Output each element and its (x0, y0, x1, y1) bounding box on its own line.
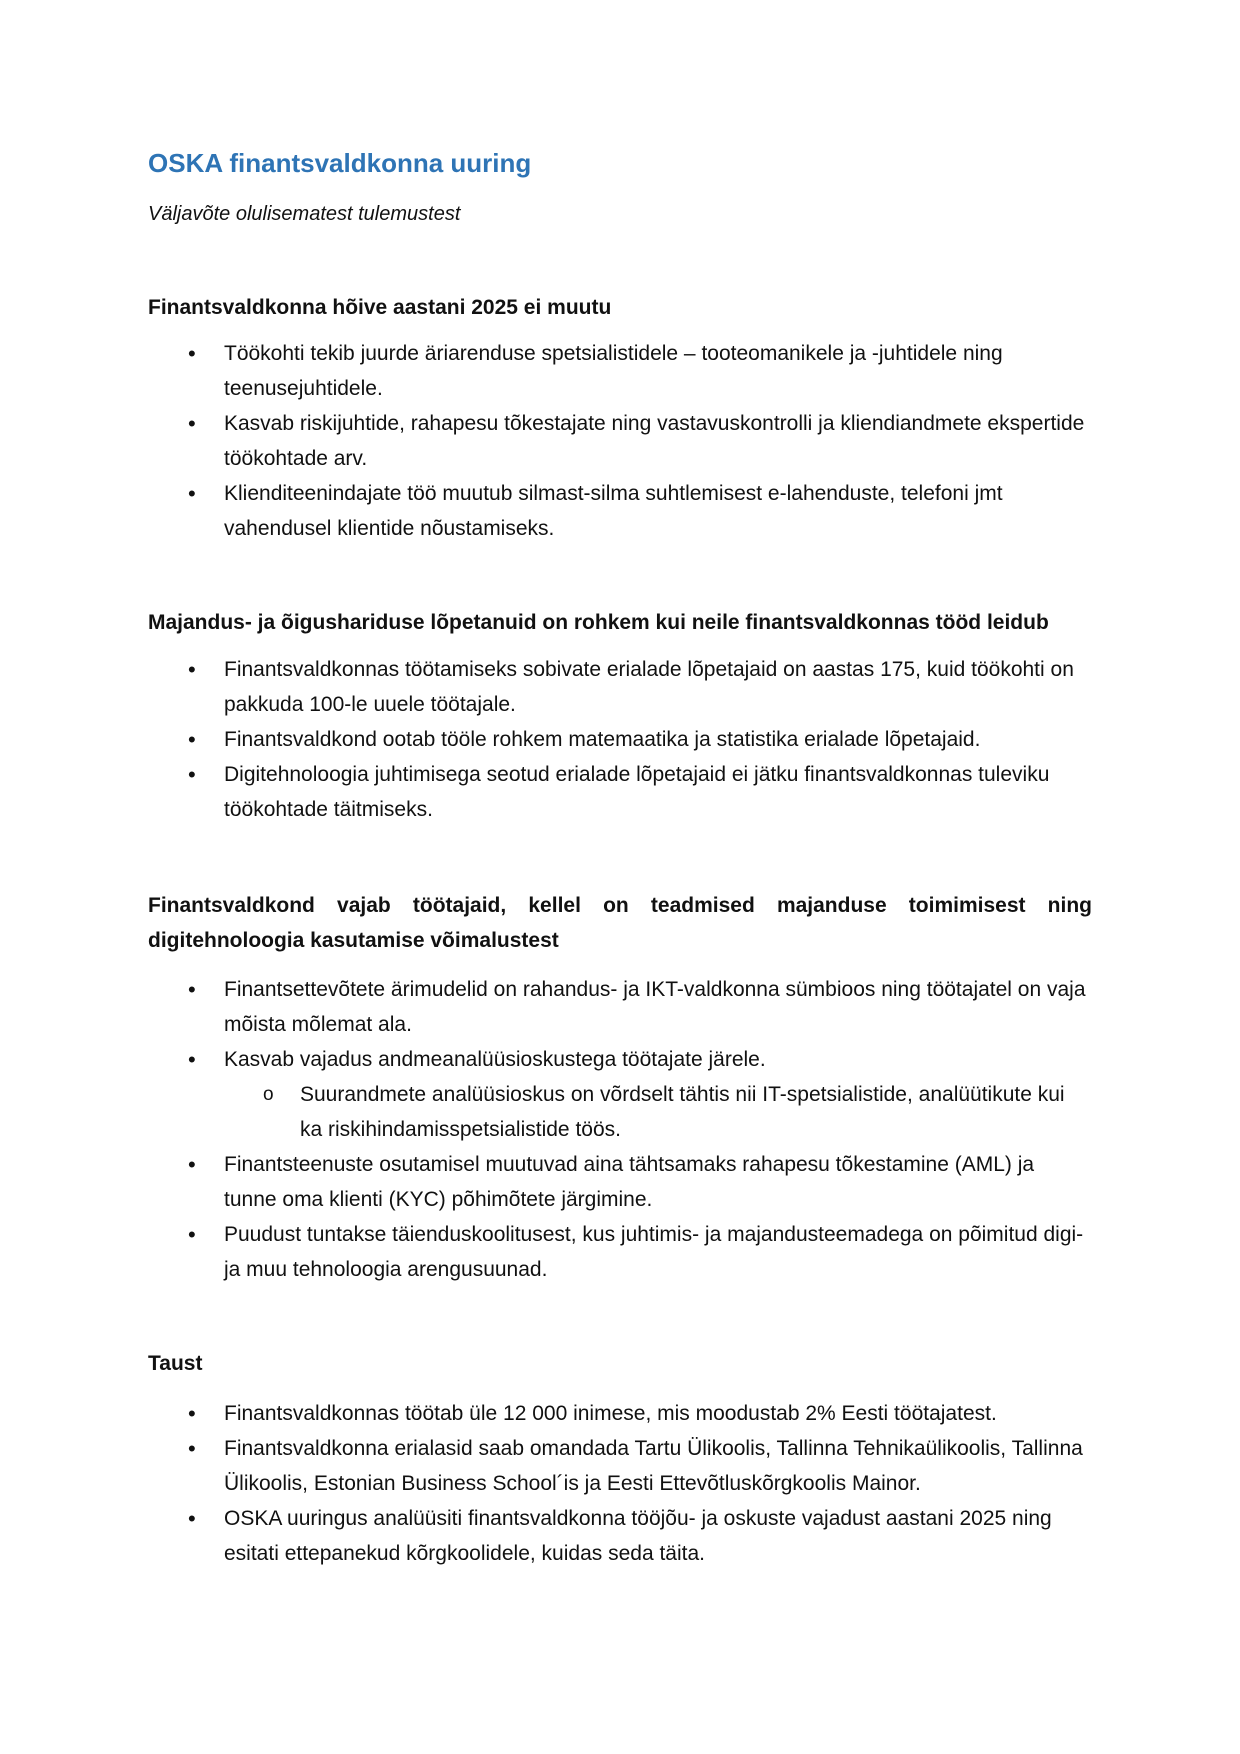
section-list-graduates (0, 652, 1092, 827)
bullet-icon: • (188, 341, 196, 366)
list-item: • Finantsvaldkonnas töötab üle 12 000 inimese, mis moodustab 2% Eesti töötajatest. (224, 1396, 1092, 1431)
section-heading-employment: Finantsvaldkonna hõive aastani 2025 ei muutu (148, 296, 612, 319)
bullet-icon: • (188, 1152, 196, 1177)
list-item: • Finantsvaldkonnas töötamiseks sobivate erialade lõpetajaid on aastas 175, kuid töökohti on pakkuda 100-le uuele töötajale. (224, 652, 1092, 722)
section-heading-skills: Finantsvaldkond vajab töötajaid, kellel on teadmised majanduse toimimisest ning digitehnoloogia kasutamise võimalustest (148, 894, 1092, 952)
section-list-employment (0, 336, 1092, 546)
list-item: • Kasvab riskijuhtide, rahapesu tõkestajate ning vastavuskontrolli ja kliendiandmete ekspertide töökohtade arv. (224, 406, 1092, 476)
bullet-icon: • (188, 727, 196, 752)
bullet-icon: • (188, 657, 196, 682)
list-item: • Finantsettevõtete ärimudelid on rahandus- ja IKT-valdkonna sümbioos ning töötajatel on vaja mõista mõlemat ala. (224, 972, 1092, 1042)
list-item: • Kasvab vajadus andmeanalüüsioskustega töötajate järele. o Suurandmete analüüsioskus on võrdselt tähtis nii IT-spetsialistide, analüütikute kui ka riskihindamisspetsialistide töös. (224, 1042, 1092, 1147)
list-item: • Finantsvaldkond ootab tööle rohkem matemaatika ja statistika erialade lõpetajaid. (224, 722, 1092, 757)
list-item: • Töökohti tekib juurde äriarenduse spetsialistidele – tooteomanikele ja -juhtidele ning teenusejuhtidele. (224, 336, 1092, 406)
list-item: • Finantsteenuste osutamisel muutuvad aina tähtsamaks rahapesu tõkestamine (AML) ja tunne oma klienti (KYC) põhimõtete järgimine. (224, 1147, 1092, 1217)
section-list-background (0, 1396, 1092, 1571)
circle-bullet-icon: o (263, 1084, 274, 1105)
document-subtitle: Väljavõte olulisematest tulemustest (148, 203, 461, 225)
list-item: • Puudust tuntakse täienduskoolitusest, kus juhtimis- ja majandusteemadega on põimitud digi- ja muu tehnoloogia arengusuunad. (224, 1217, 1092, 1287)
bullet-icon: • (188, 1506, 196, 1531)
list-item: • Finantsvaldkonna erialasid saab omandada Tartu Ülikoolis, Tallinna Tehnikaülikoolis, Tallinna Ülikoolis, Estonian Business School´is ja Eesti Ettevõtluskõrgkoolis Mainor. (224, 1431, 1092, 1501)
sub-list (224, 1077, 1092, 1147)
bullet-icon: • (188, 1401, 196, 1426)
section-heading-background: Taust (148, 1352, 203, 1375)
bullet-icon: • (188, 1047, 196, 1072)
bullet-icon: • (188, 481, 196, 506)
bullet-icon: • (188, 1222, 196, 1247)
sub-list-item: o Suurandmete analüüsioskus on võrdselt tähtis nii IT-spetsialistide, analüütikute kui ka riskihindamisspetsialistide töös. (300, 1077, 1090, 1147)
document-title: OSKA finantsvaldkonna uuring (148, 148, 532, 178)
bullet-icon: • (188, 762, 196, 787)
bullet-icon: • (188, 1436, 196, 1461)
bullet-icon: • (188, 977, 196, 1002)
bullet-icon: • (188, 411, 196, 436)
list-item: • Klienditeenindajate töö muutub silmast-silma suhtlemisest e-lahenduste, telefoni jmt vahendusel klientide nõustamiseks. (224, 476, 1092, 546)
section-list-skills (0, 972, 1092, 1287)
section-heading-graduates: Majandus- ja õigushariduse lõpetanuid on rohkem kui neile finantsvaldkonnas tööd leidub (148, 611, 1049, 634)
list-item: • Digitehnoloogia juhtimisega seotud erialade lõpetajaid ei jätku finantsvaldkonnas tuleviku töökohtade täitmiseks. (224, 757, 1092, 827)
list-item: • OSKA uuringus analüüsiti finantsvaldkonna tööjõu- ja oskuste vajadust aastani 2025 ning esitati ettepanekud kõrgkoolidele, kuidas seda täita. (224, 1501, 1092, 1571)
